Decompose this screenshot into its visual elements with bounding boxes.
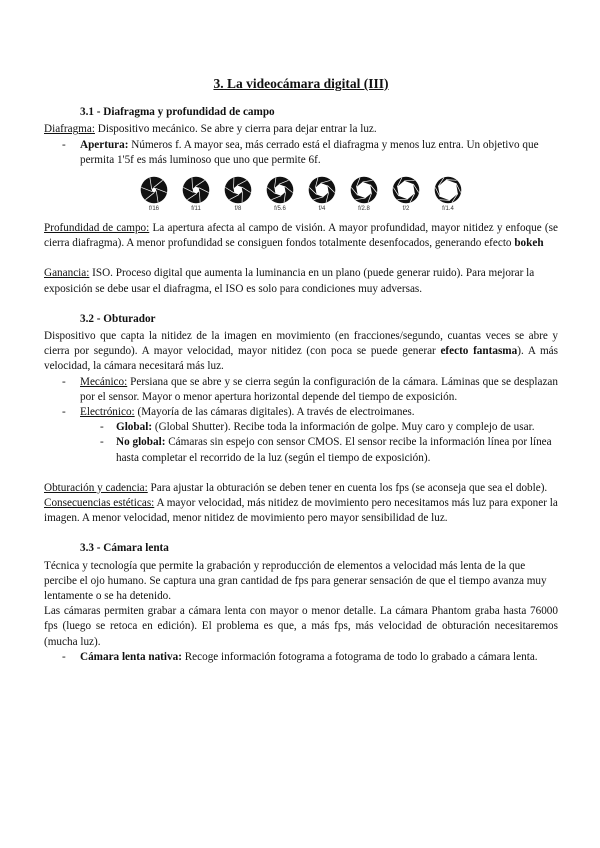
aperture-item xyxy=(139,176,169,213)
term-electronico: Electrónico: xyxy=(80,406,135,419)
text-no-global: Cámaras sin espejo con sensor CMOS. El sensor recibe la información línea por línea hasta completar el recorrido de la luz (según el tiempo de exposición). xyxy=(116,436,552,464)
aperture-label: f/2.8 xyxy=(358,206,370,213)
aperture-item xyxy=(391,176,421,213)
aperture-item xyxy=(307,176,337,213)
text-obturador-end: ). A más velocidad, la cámara necesitará más luz. xyxy=(44,345,558,373)
term-mecanico: Mecánico: xyxy=(80,375,128,388)
text-profundidad: La apertura afecta al campo de visión. A mayor profundidad, mayor nitidez y enfoque (se cierra diafragma). A menor profundidad se consiguen fondos totalmente desenfocados, generando efecto xyxy=(44,222,558,250)
term-consecuencias: Consecuencias estéticas: xyxy=(44,497,155,510)
text-electronico: (Mayoría de las cámaras digitales). A través de electroimanes. xyxy=(134,406,415,419)
text-apertura: Números f. A mayor sea, más cerrado está el diafragma y menos luz entra. Un objetivo que permita 1'5f es más luminoso que uno que permite 6f. xyxy=(80,138,539,166)
list-item-nativa xyxy=(44,650,558,665)
document-content xyxy=(44,76,558,665)
list-dash: - xyxy=(62,138,66,151)
paragraph-camara-lenta-1: Técnica y tecnología que permite la grabación y reproducción de elementos a velocidad más lenta de la que percibe el ojo humano. Se captura una gran cantidad de fps para generar sensación de que el tiempo avanza muy lentamente o se ha detenido. xyxy=(44,559,547,603)
term-no-global: No global: xyxy=(116,436,166,449)
aperture-icon xyxy=(266,176,294,204)
list-item-apertura xyxy=(44,138,558,168)
aperture-icon xyxy=(140,176,168,204)
paragraph-ganancia xyxy=(44,266,558,296)
list-dash: - xyxy=(62,406,66,419)
section-heading-3-1: 3.1 - Diafragma y profundidad de campo xyxy=(80,106,275,119)
paragraph-obturador xyxy=(44,329,558,375)
list-dash: - xyxy=(100,421,104,434)
aperture-label: f/8 xyxy=(234,206,242,213)
text-obturacion: Para ajustar la obturación se deben tener en cuenta los fps (se aconseja que sea el doble). xyxy=(147,481,548,494)
text-global: (Global Shutter). Recibe toda la información de golpe. Muy caro y complejo de usar. xyxy=(152,421,535,434)
aperture-item xyxy=(265,176,295,213)
aperture-label: f/11 xyxy=(191,206,201,213)
paragraph-obturacion xyxy=(44,481,558,496)
paragraph-diafragma xyxy=(44,122,558,137)
paragraph-camara-lenta-2: Las cámaras permiten grabar a cámara lenta con mayor o menor detalle. La cámara Phantom graba hasta 76000 fps (luego se retoca en edición). El problema es que, a más fps, más velocidad de obturación necesitaremos (mucha luz). xyxy=(44,605,558,648)
text-diafragma: Dispositivo mecánico. Se abre y cierra para dejar entrar la luz. xyxy=(94,123,377,136)
text-ganancia: ISO. Proceso digital que aumenta la luminancia en un plano (puede generar ruido). Para mejorar la exposición se debe usar el diafragma, el ISO es solo para condiciones muy adversas. xyxy=(44,267,535,295)
text-consecuencias: A mayor velocidad, más nitidez de movimiento pero necesitamos más luz para exponer la imagen. A menor velocidad, menor nitidez de movimiento pero mayor sensibilidad de luz. xyxy=(44,497,558,525)
aperture-icon xyxy=(392,176,420,204)
aperture-item xyxy=(223,176,253,213)
section-heading-3-2: 3.2 - Obturador xyxy=(80,312,156,325)
term-ganancia: Ganancia: xyxy=(44,267,90,280)
term-profundidad: Profundidad de campo: xyxy=(44,222,150,235)
list-item-mecanico xyxy=(44,375,558,405)
list-item-electronico xyxy=(44,405,558,420)
section-heading-3-3: 3.3 - Cámara lenta xyxy=(80,542,169,555)
list-dash: - xyxy=(100,436,104,449)
paragraph-consecuencias xyxy=(44,496,558,526)
term-global: Global: xyxy=(116,421,153,434)
aperture-diagram xyxy=(44,176,558,213)
aperture-label: f/16 xyxy=(148,206,159,213)
term-efecto-fantasma: efecto fantasma xyxy=(440,345,518,358)
page-title: 3. La videocámara digital (III) xyxy=(213,76,389,91)
aperture-label: f/1.4 xyxy=(442,206,454,213)
aperture-item xyxy=(349,176,379,213)
aperture-label: f/2 xyxy=(402,206,410,213)
text-mecanico: Persiana que se abre y se cierra según la configuración de la cámara. Láminas que se desplazan por el sensor. Mayor o menor apertura horizontal depende del tiempo de exposición. xyxy=(80,375,558,403)
term-nativa: Cámara lenta nativa: xyxy=(80,650,182,663)
aperture-item xyxy=(433,176,463,213)
aperture-icon xyxy=(308,176,336,204)
list-dash: - xyxy=(62,650,66,663)
paragraph-profundidad xyxy=(44,221,558,251)
list-item-global xyxy=(44,420,558,435)
aperture-icon xyxy=(434,176,462,204)
term-obturacion: Obturación y cadencia: xyxy=(44,481,148,494)
text-obturador: Dispositivo que capta la nitidez de la imagen en movimiento (en fracciones/segundo, cuantas veces se abre y cierra por segundo). A mayor velocidad, mayor nitidez (con poca se puede generar xyxy=(44,330,558,358)
aperture-label: f/5.6 xyxy=(274,206,286,213)
text-nativa: Recoge información fotograma a fotograma de todo lo grabado a cámara lenta. xyxy=(181,650,538,663)
term-diafragma: Diafragma: xyxy=(44,123,95,136)
aperture-icon xyxy=(182,176,210,204)
list-item-no-global xyxy=(44,435,558,465)
list-dash: - xyxy=(62,375,66,388)
term-bokeh: bokeh xyxy=(514,237,544,250)
term-apertura: Apertura: xyxy=(80,138,129,151)
aperture-icon xyxy=(350,176,378,204)
aperture-label: f/4 xyxy=(318,206,326,213)
aperture-item xyxy=(181,176,211,213)
aperture-icon xyxy=(224,176,252,204)
